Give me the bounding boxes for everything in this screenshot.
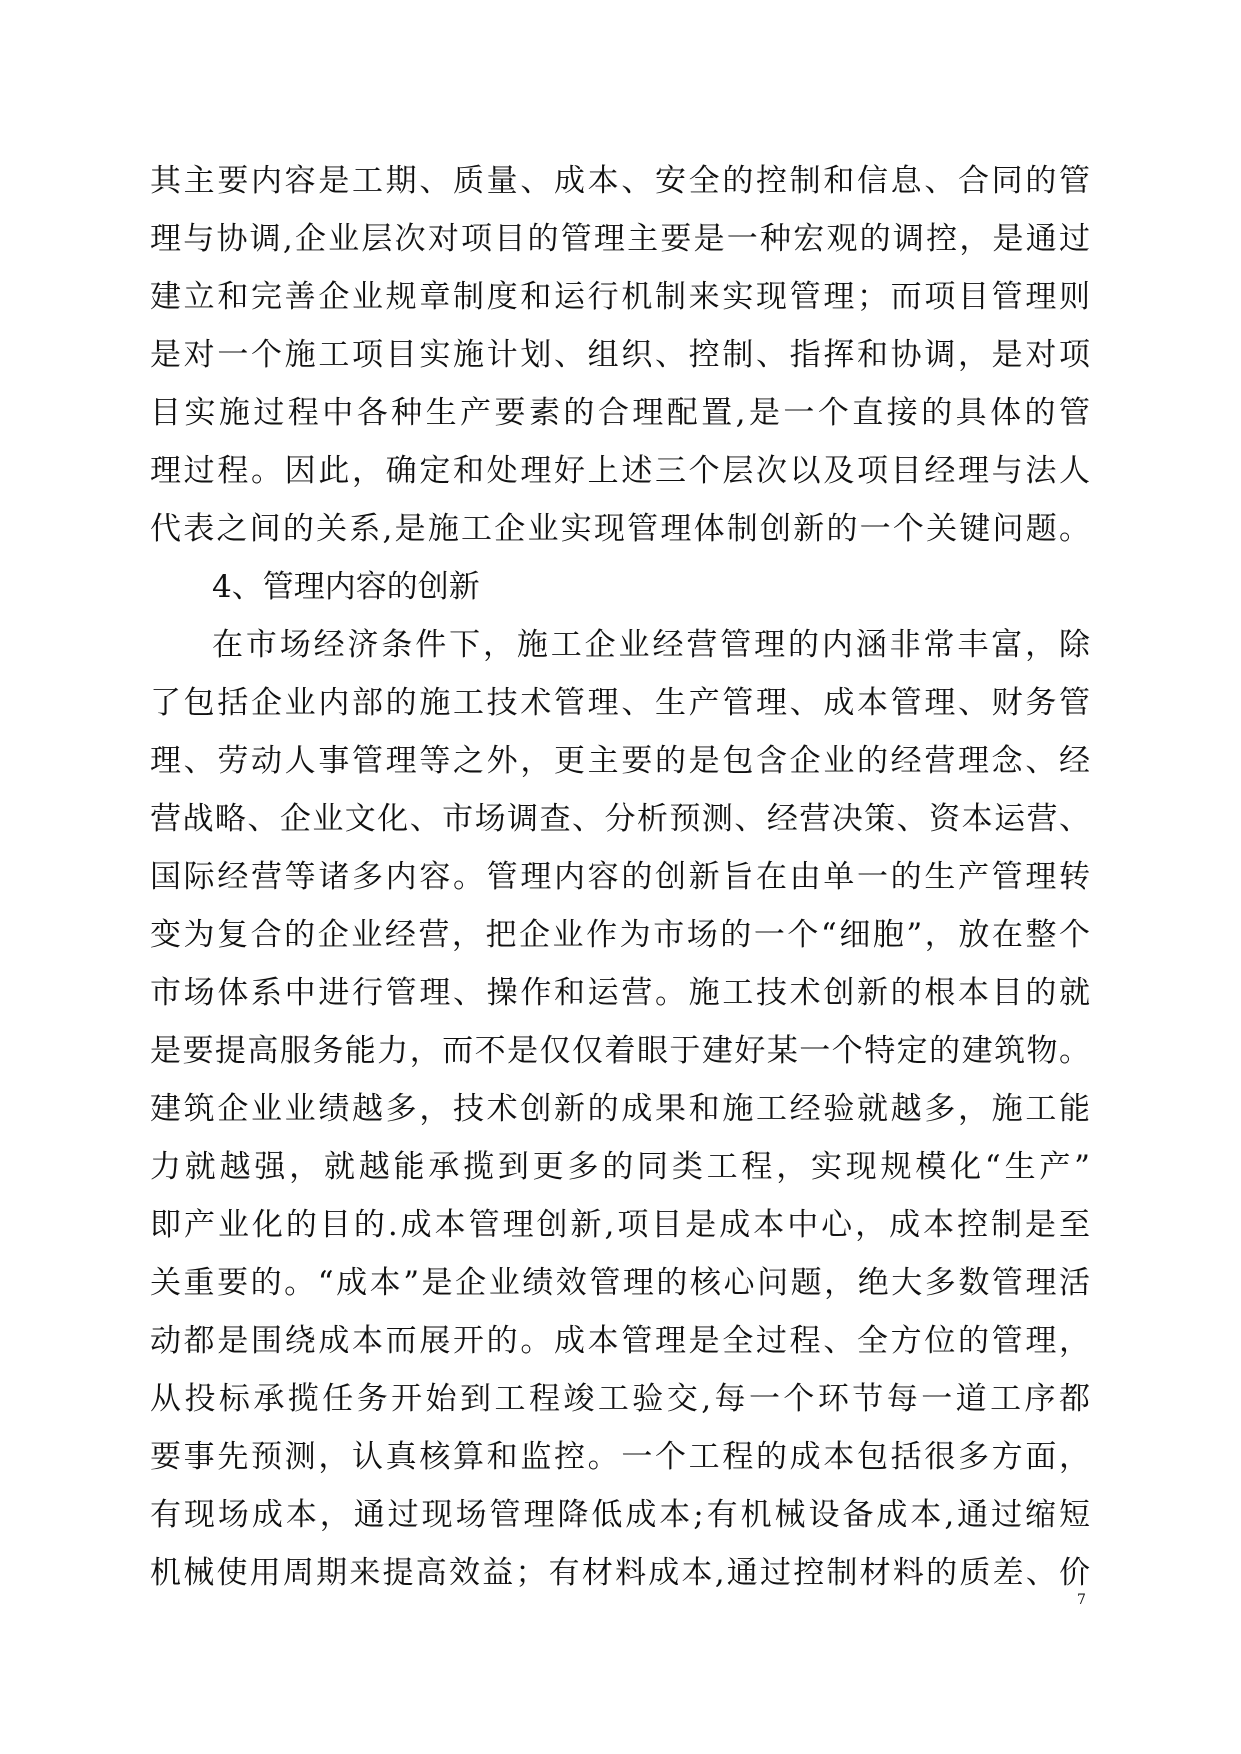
- text-line: 理与协调,企业层次对项目的管理主要是一种宏观的调控，是通过: [150, 221, 1090, 257]
- text-line: 建立和完善企业规章制度和运行机制来实现管理；而项目管理则: [150, 279, 1090, 315]
- text-line: 从投标承揽任务开始到工程竣工验交,每一个环节每一道工序都: [150, 1381, 1090, 1417]
- text-line: 关重要的。“成本”是企业绩效管理的核心问题，绝大多数管理活: [150, 1265, 1090, 1301]
- text-line: 市场体系中进行管理、操作和运营。施工技术创新的根本目的就: [150, 975, 1090, 1011]
- text-line: 建筑企业业绩越多，技术创新的成果和施工经验就越多，施工能: [150, 1091, 1090, 1127]
- text-line: 理、劳动人事管理等之外，更主要的是包含企业的经营理念、经: [150, 743, 1090, 779]
- text-line: 变为复合的企业经营，把企业作为市场的一个“细胞”，放在整个: [150, 917, 1090, 953]
- section-heading: 4、管理内容的创新: [212, 569, 480, 605]
- text-line: 国际经营等诸多内容。管理内容的创新旨在由单一的生产管理转: [150, 859, 1090, 895]
- text-line: 代表之间的关系,是施工企业实现管理体制创新的一个关键问题。: [150, 511, 1090, 547]
- text-line: 其主要内容是工期、质量、成本、安全的控制和信息、合同的管: [150, 163, 1090, 199]
- text-line: 力就越强，就越能承揽到更多的同类工程，实现规模化“生产”: [150, 1149, 1090, 1185]
- text-line: 即产业化的目的.成本管理创新,项目是成本中心，成本控制是至: [150, 1207, 1090, 1243]
- text-line: 是对一个施工项目实施计划、组织、控制、指挥和协调，是对项: [150, 337, 1090, 373]
- text-line: 在市场经济条件下，施工企业经营管理的内涵非常丰富，除: [212, 627, 1090, 663]
- text-line: 目实施过程中各种生产要素的合理配置,是一个直接的具体的管: [150, 395, 1090, 431]
- text-line: 机械使用周期来提高效益；有材料成本,通过控制材料的质差、价: [150, 1555, 1090, 1591]
- text-line: 营战略、企业文化、市场调查、分析预测、经营决策、资本运营、: [150, 801, 1090, 837]
- text-line: 要事先预测，认真核算和监控。一个工程的成本包括很多方面，: [150, 1439, 1090, 1475]
- text-line: 动都是围绕成本而展开的。成本管理是全过程、全方位的管理，: [150, 1323, 1090, 1359]
- page-number: 7: [1077, 1592, 1086, 1608]
- text-line: 是要提高服务能力，而不是仅仅着眼于建好某一个特定的建筑物。: [150, 1033, 1090, 1069]
- text-line: 了包括企业内部的施工技术管理、生产管理、成本管理、财务管: [150, 685, 1090, 721]
- text-line: 理过程。因此，确定和处理好上述三个层次以及项目经理与法人: [150, 453, 1090, 489]
- text-line: 有现场成本，通过现场管理降低成本;有机械设备成本,通过缩短: [150, 1497, 1090, 1533]
